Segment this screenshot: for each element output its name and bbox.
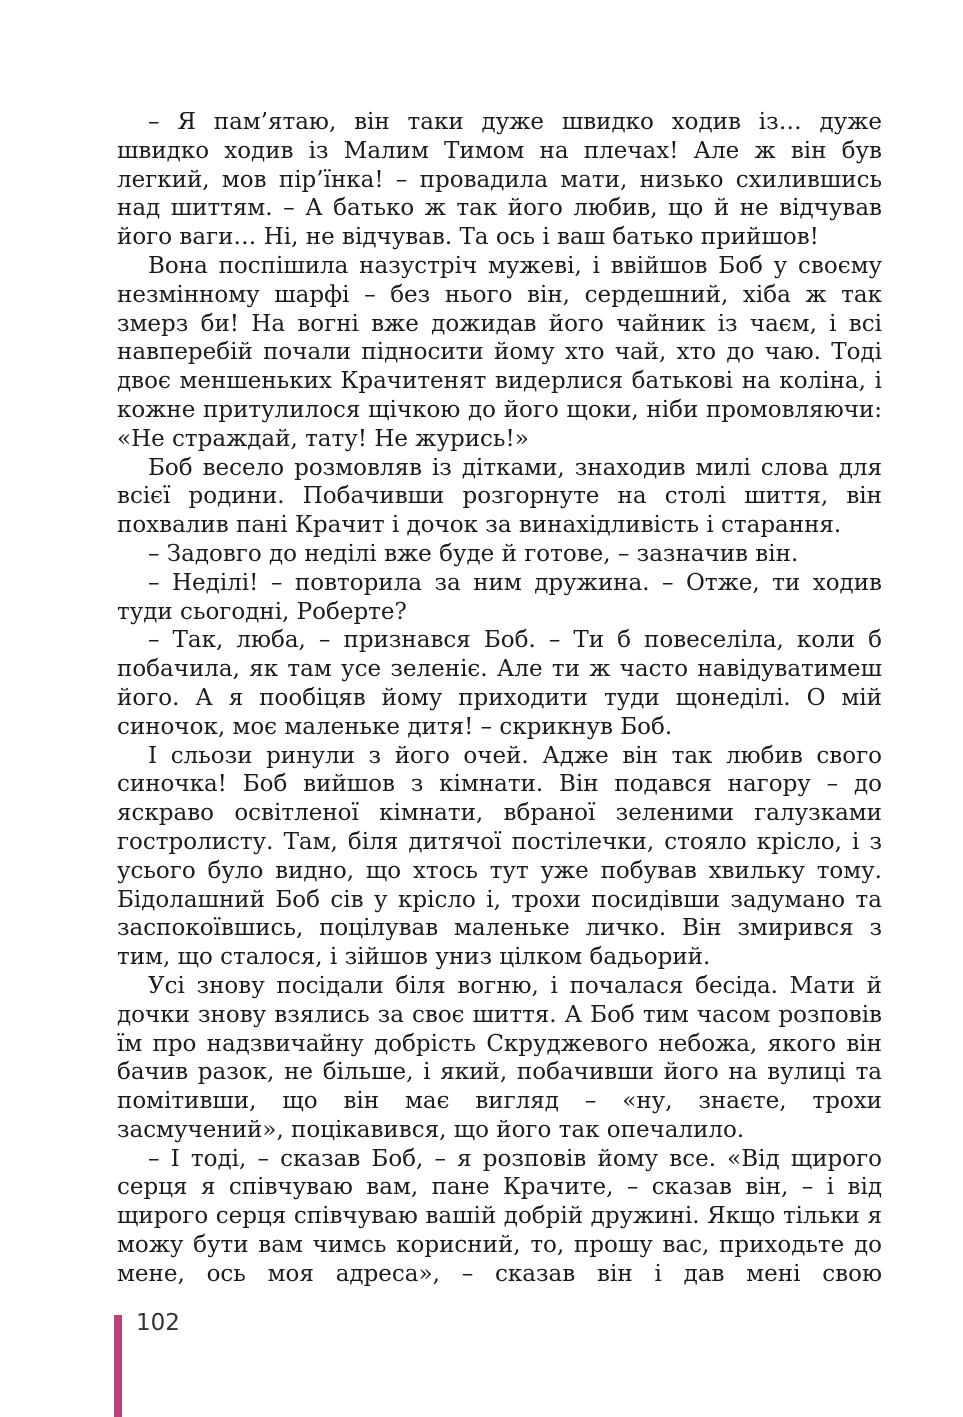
paragraph-4: – Задовго до неділі вже буде й готове, – зазначив він. bbox=[148, 540, 799, 567]
paragraph-9: – І тоді, – сказав Боб, – я розповів йому все. «Від щирого серця я співчуваю вам, пане Крачите, – сказав він, – і від щирого серця співчуваю вашій добрій дружині. Якщо тільки я можу бути вам чимсь корисний, то, прошу вас, приходьте до мене, ось моя адреса», – сказав він і дав мені свою bbox=[117, 1145, 882, 1287]
page-number: 102 bbox=[136, 1310, 180, 1336]
paragraph-1: – Я пам’ятаю, він таки дуже швидко ходив із… дуже швидко ходив із Малим Тимом на плечах! Але ж він був легкий, мов пір’їнка! – провадила мати, низько схилившись над шиттям. – А батько ж так його любив, що й не відчував його ваги… Ні, не відчував. Та ось і ваш батько прийшов! bbox=[117, 109, 882, 251]
page-marker-bar bbox=[114, 1315, 122, 1417]
paragraph-5: – Неділі! – повторила за ним дружина. – Отже, ти ходив туди сьогодні, Роберте? bbox=[117, 569, 882, 625]
paragraph-7: І сльози ринули з його очей. Адже він так любив свого синочка! Боб вийшов з кімнати. Він подався нагору – до яскраво освітленої кімнати, вбраної зеленими галузками гостролисту. Там, біля дитячої постілечки, стояло крісло, і з усього було видно, що хтось тут уже побував хвильку тому. Бідолашний Боб сів у крісло і, трохи посидівши задумано та заспокоївшись, поцілував маленьке личко. Він змирився з тим, що сталося, і зійшов униз цілком бадьорий. bbox=[117, 742, 882, 971]
paragraph-8: Усі знову посідали біля вогню, і почалася бесіда. Мати й дочки знову взялись за своє шиття. А Боб тим часом розповів їм про надзвичайну добрість Скруджевого небожа, якого він бачив разок, не більше, і який, побачивши його на вулиці та помітивши, що він має вигляд – «ну, знаєте, трохи засмучений», поцікавився, що його так опечалило. bbox=[117, 972, 882, 1143]
paragraph-6: – Так, люба, – признався Боб. – Ти б повеселіла, коли б побачила, як там усе зеленіє. Але ти ж часто навідуватимеш його. А я пообіцяв йому приходити туди щонеділі. О мій синочок, моє маленьке дитя! – скрикнув Боб. bbox=[117, 627, 882, 740]
paragraph-2: Вона поспішила назустріч мужеві, і ввійшов Боб у своєму незмінному шарфі – без нього він, сердешний, хіба ж так змерз би! На вогні вже дожидав його чайник із чаєм, і всі навперебій почали підносити йому хто чай, хто до чаю. Тоді двоє меншеньких Крачитенят видерлися батькові на коліна, і кожне притулилося щічкою до його щоки, ніби промовляючи: «Не страждай, тату! Не журись!» bbox=[117, 252, 882, 452]
page-body bbox=[117, 108, 882, 1289]
paragraph-3: Боб весело розмовляв із дітками, знаходив милі слова для всієї родини. Побачивши розгорнуте на столі шиття, він похвалив пані Крачит і дочок за винахідливість і старання. bbox=[117, 454, 882, 539]
